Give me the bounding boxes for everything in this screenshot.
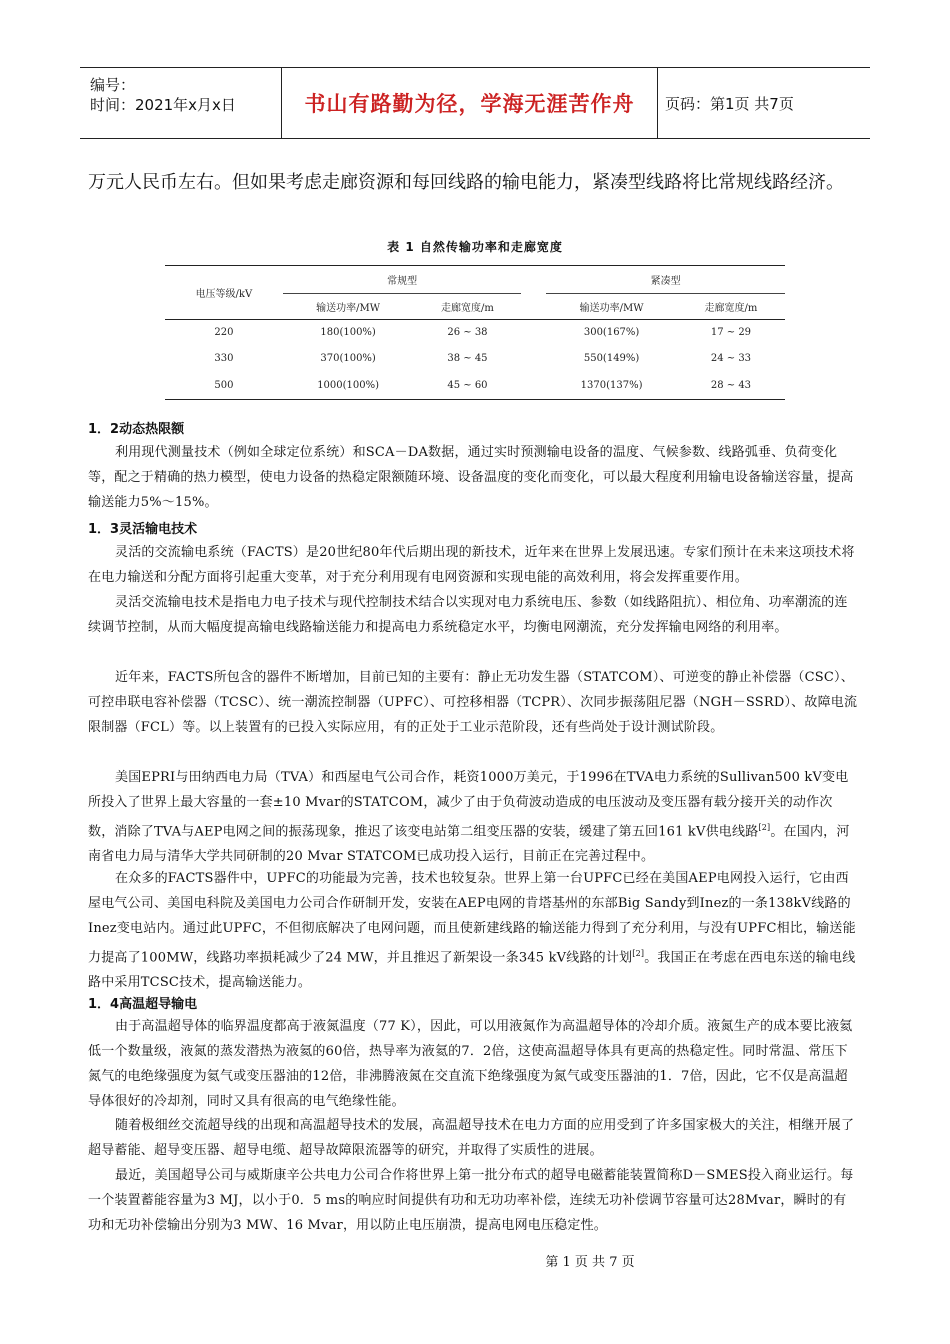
motto: 书山有路勤为径，学海无涯苦作舟	[304, 92, 635, 116]
col-voltage: 电压等级/kV	[165, 266, 283, 320]
paragraph: 灵活交流输电技术是指电力电子技术与现代控制技术结合以实现对电力系统电压、参数（如线路阻抗）、相位角、功率潮流的连续调节控制，从而大幅度提高输电线路输送能力和提高电力系统稳定水平，均衡电网潮流，充分发挥输电网络的利用率。	[88, 595, 848, 635]
paragraph: 随着极细丝交流超导线的出现和高温超导技术的发展，高温超导技术在电力方面的应用受到了许多国家极大的关注，相继开展了超导蓄能、超导变压器、超导电缆、超导故障限流器等的研究，并取得了实质性的进展。	[88, 1118, 855, 1158]
header-table	[80, 67, 870, 139]
section-heading-1-3: 1．3灵活输电技术	[88, 522, 198, 537]
sub-width-2: 走廊宽度/m	[677, 294, 785, 320]
paragraph: 最近，美国超导公司与威斯康辛公共电力公司合作将世界上第一批分布式的超导电磁蓄能装置简称D－SMES投入商业运行。每一个装置蓄能容量为3 MJ，以小于0．5 ms的响应时间提供有功和无功功率补偿，连续无功补偿调节容量可达28Mvar，瞬时的有功和无功补偿输出分别为3 MW、16 Mvar，用以防止电压崩溃，提高电网电压稳定性。	[88, 1168, 854, 1233]
page-footer	[0, 1251, 950, 1270]
table-row: 500 1000(100%) 45 ~ 60 1370(137%) 28 ~ 43	[165, 372, 785, 400]
paragraph: 美国EPRI与田纳西电力局（TVA）和西屋电气公司合作，耗资1000万美元，于1996在TVA电力系统的Sullivan500 kV变电所投入了世界上最大容量的一套±10 Mvar的STATCOM，减少了由于负荷波动造成的电压波动及变压器有载分接开关的动作次数，消除了TVA与AEP电网之间的振荡现象，推迟了该变电站第二组变压器的安装，缓建了第五回161 kV供电线路[2]。在国内，河南省电力局与清华大学共同研制的20 Mvar STATCOM已成功投入运行，目前正在完善过程中。	[88, 770, 850, 865]
group-compact: 紧凑型	[546, 266, 785, 294]
header-right-cell	[657, 68, 870, 138]
data-table-figure	[165, 238, 785, 400]
footer-page-number: 第 1 页 共 7 页	[545, 1255, 635, 1270]
paragraph: 灵活的交流输电系统（FACTS）是20世纪80年代后期出现的新技术，近年来在世界上发展迅速。专家们预计在未来这项技术将在电力输送和分配方面将引起重大变革，对于充分利用现有电网资源和实现电能的高效利用，将会发挥重要作用。	[88, 545, 855, 585]
sub-width-1: 走廊宽度/m	[413, 294, 521, 320]
data-table	[165, 265, 785, 400]
table-row: 220 180(100%) 26 ~ 38 300(167%) 17 ~ 29	[214, 327, 752, 339]
intro-text: 万元人民币左右。但如果考虑走廊资源和每回线路的输电能力，紧凑型线路将比常规线路经济。	[88, 172, 844, 193]
header-left-cell	[80, 68, 280, 138]
section-heading-1-4: 1．4高温超导输电	[88, 997, 198, 1012]
page-indicator: 页码：第1页 共7页	[665, 94, 794, 113]
section-heading-1-2: 1．2动态热限额	[88, 422, 185, 437]
citation: [2]	[632, 949, 645, 958]
table-row: 330 370(100%) 38 ~ 45 550(149%) 24 ~ 33	[214, 353, 752, 364]
citation: [2]	[758, 823, 771, 832]
number-label: 编号：	[90, 76, 136, 94]
sub-power-2: 输送功率/MW	[546, 294, 677, 320]
sub-power-1: 输送功率/MW	[283, 294, 414, 320]
header-center-cell	[281, 68, 658, 138]
paragraph: 利用现代测量技术（例如全球定位系统）和SCA－DA数据，通过实时预测输电设备的温度、气候参数、线路弧垂、负荷变化等，配之于精确的热力模型，使电力设备的热稳定限额随环境、设备温度的变化而变化，可以最大程度利用输电设备输送容量，提高输送能力5%～15%。	[88, 445, 854, 510]
paragraph: 在众多的FACTS器件中，UPFC的功能最为完善，技术也较复杂。世界上第一台UPFC已经在美国AEP电网投入运行，它由西屋电气公司、美国电科院及美国电力公司合作研制开发，安装在AEP电网的肯塔基州的东部Big Sandy到Inez的一条138kV线路的Inez变电站内。通过此UPFC，不但彻底解决了电网问题，而且使新建线路的输送能力得到了充分利用，与没有UPFC相比，输送能力提高了100MW，线路功率损耗减少了24 MW，并且推迟了新架设一条345 kV线路的计划[2]。我国正在考虑在西电东送的输电线路中采用TCSC技术，提高输送能力。	[88, 871, 856, 991]
paragraph: 近年来，FACTS所包含的器件不断增加，目前已知的主要有：静止无功发生器（STATCOM）、可逆变的静止补偿器（CSC）、可控串联电容补偿器（TCSC）、统一潮流控制器（UPFC）、可控移相器（TCPR）、次同步振荡阻尼器（NGH－SSRD）、故障电流限制器（FCL）等。以上装置有的已投入实际应用，有的正处于工业示范阶段，还有些尚处于设计测试阶段。	[88, 670, 858, 735]
group-conventional: 常规型	[283, 266, 522, 294]
date-label: 时间：2021年x月x日	[90, 96, 236, 114]
paragraph: 由于高温超导体的临界温度都高于液氮温度（77 K），因此，可以用液氮作为高温超导体的冷却介质。液氮生产的成本要比液氦低一个数量级，液氮的蒸发潜热为液氦的60倍，热导率为液氦的7．2倍，这使高温超导体具有更高的热稳定性。同时常温、常压下氮气的电绝缘强度为氦气或变压器油的12倍，非沸腾液氮在交直流下绝缘强度为氮气或变压器油的1．7倍，因此，它不仅是高温超导体很好的冷却剂，同时又具有很高的电气绝缘性能。	[88, 1019, 853, 1109]
table-caption: 表 1 自然传输功率和走廊宽度	[387, 240, 563, 254]
